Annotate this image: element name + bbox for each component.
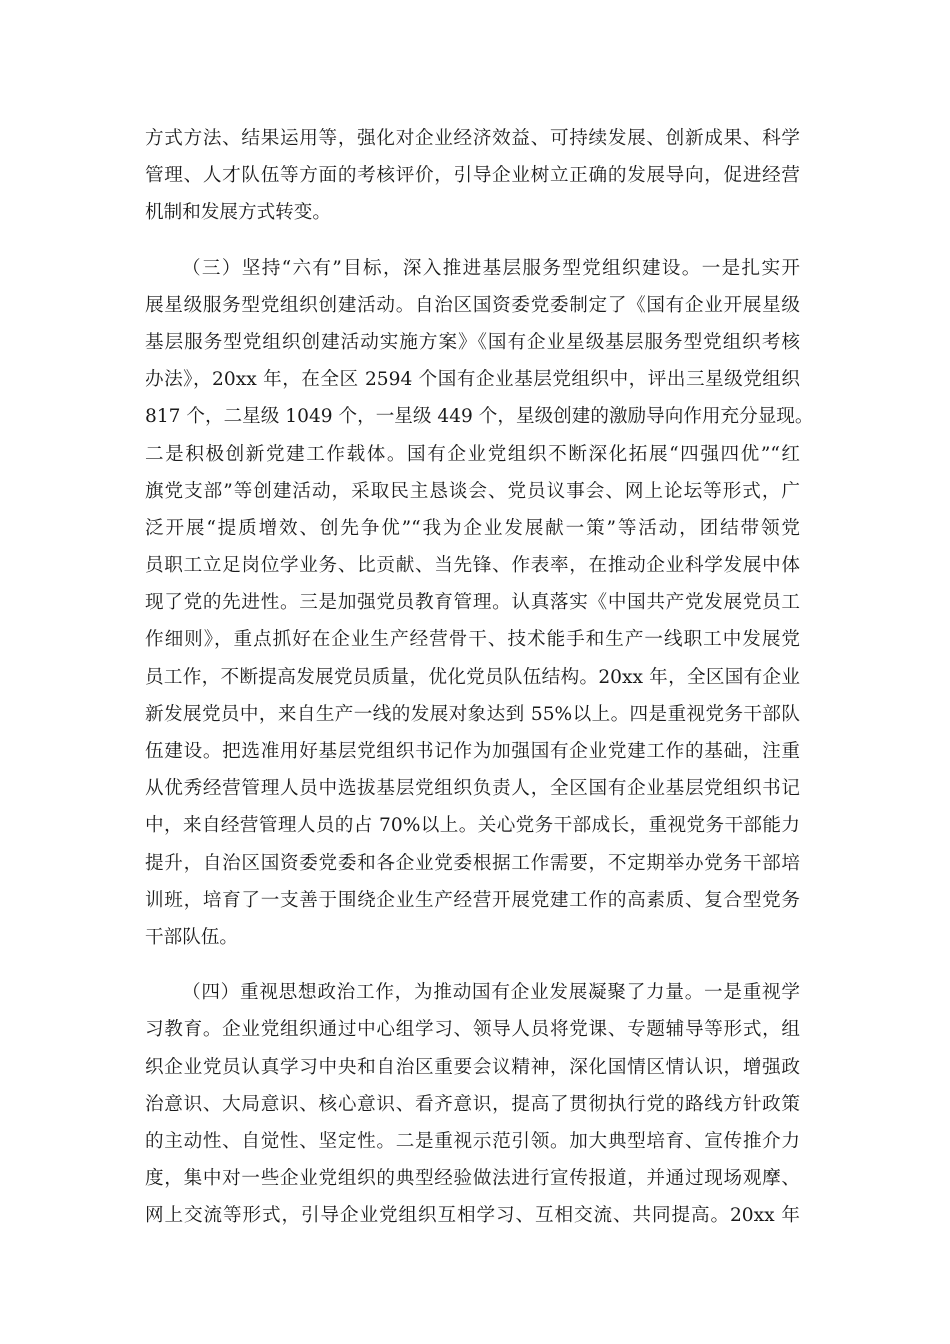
text-line: 的主动性、自觉性、坚定性。二是重视示范引领。加大典型培育、宣传推介力 [145, 1130, 800, 1152]
paragraph-3 [145, 974, 800, 1234]
text-line: 员工作，不断提高发展党员质量，优化党员队伍结构。20xx 年，全区国有企业 [145, 666, 800, 688]
text-line: 训班，培育了一支善于围绕企业生产经营开展党建工作的高素质、复合型党务 [145, 889, 800, 911]
text-line: 新发展党员中，来自生产一线的发展对象达到 55%以上。四是重视党务干部队 [145, 703, 800, 725]
text-line: 现了党的先进性。三是加强党员教育管理。认真落实《中国共产党发展党员工 [145, 592, 800, 614]
text-line: （三）坚持“六有”目标，深入推进基层服务型党组织建设。一是扎实开 [182, 257, 800, 279]
document-page [145, 120, 814, 1234]
text-line: 旗党支部”等创建活动，采取民主恳谈会、党员议事会、网上论坛等形式，广 [145, 480, 800, 502]
text-line: 二是积极创新党建工作载体。国有企业党组织不断深化拓展“四强四优”“红 [145, 443, 800, 465]
text-line: 员职工立足岗位学业务、比贡献、当先锋、作表率，在推动企业科学发展中体 [145, 555, 800, 577]
text-line: 度，集中对一些企业党组织的典型经验做法进行宣传报道，并通过现场观摩、 [145, 1168, 800, 1190]
text-line: 办法》，20xx 年，在全区 2594 个国有企业基层党组织中，评出三星级党组织 [145, 369, 800, 391]
text-line: 817 个，二星级 1049 个，一星级 449 个，星级创建的激励导向作用充分显现。 [145, 406, 814, 428]
text-line: 网上交流等形式，引导企业党组织互相学习、互相交流、共同提高。20xx 年 [145, 1205, 800, 1227]
text-line: 基层服务型党组织创建活动实施方案》《国有企业星级基层服务型党组织考核 [145, 331, 800, 353]
text-line: （四）重视思想政治工作，为推动国有企业发展凝聚了力量。一是重视学 [182, 982, 800, 1004]
text-line: 伍建设。把选准用好基层党组织书记作为加强国有企业党建工作的基础，注重 [145, 741, 800, 762]
text-line: 泛开展“提质增效、创先争优”“我为企业发展献一策”等活动，团结带领党 [145, 517, 800, 539]
text-line: 干部队伍。 [145, 926, 238, 948]
paragraph-2 [145, 250, 814, 957]
text-line: 方式方法、结果运用等，强化对企业经济效益、可持续发展、创新成果、科学 [145, 128, 800, 149]
text-line: 作细则》，重点抓好在企业生产经营骨干、技术能手和生产一线职工中发展党 [145, 629, 800, 651]
text-line: 习教育。企业党组织通过中心组学习、领导人员将党课、专题辅导等形式，组 [145, 1019, 800, 1041]
text-line: 治意识、大局意识、核心意识、看齐意识，提高了贯彻执行党的路线方针政策 [145, 1093, 800, 1115]
text-line: 从优秀经营管理人员中选拔基层党组织负责人，全区国有企业基层党组织书记 [145, 778, 800, 800]
text-line: 织企业党员认真学习中央和自治区重要会议精神，深化国情区情认识，增强政 [145, 1056, 800, 1078]
text-line: 机制和发展方式转变。 [145, 202, 331, 224]
text-line: 提升，自治区国资委党委和各企业党委根据工作需要，不定期举办党务干部培 [145, 852, 800, 874]
text-line: 展星级服务型党组织创建活动。自治区国资委党委制定了《国有企业开展星级 [145, 294, 800, 316]
paragraph-1 [145, 120, 800, 232]
text-line: 管理、人才队伍等方面的考核评价，引导企业树立正确的发展导向，促进经营 [145, 165, 800, 187]
text-line: 中，来自经营管理人员的占 70%以上。关心党务干部成长，重视党务干部能力 [145, 815, 800, 837]
